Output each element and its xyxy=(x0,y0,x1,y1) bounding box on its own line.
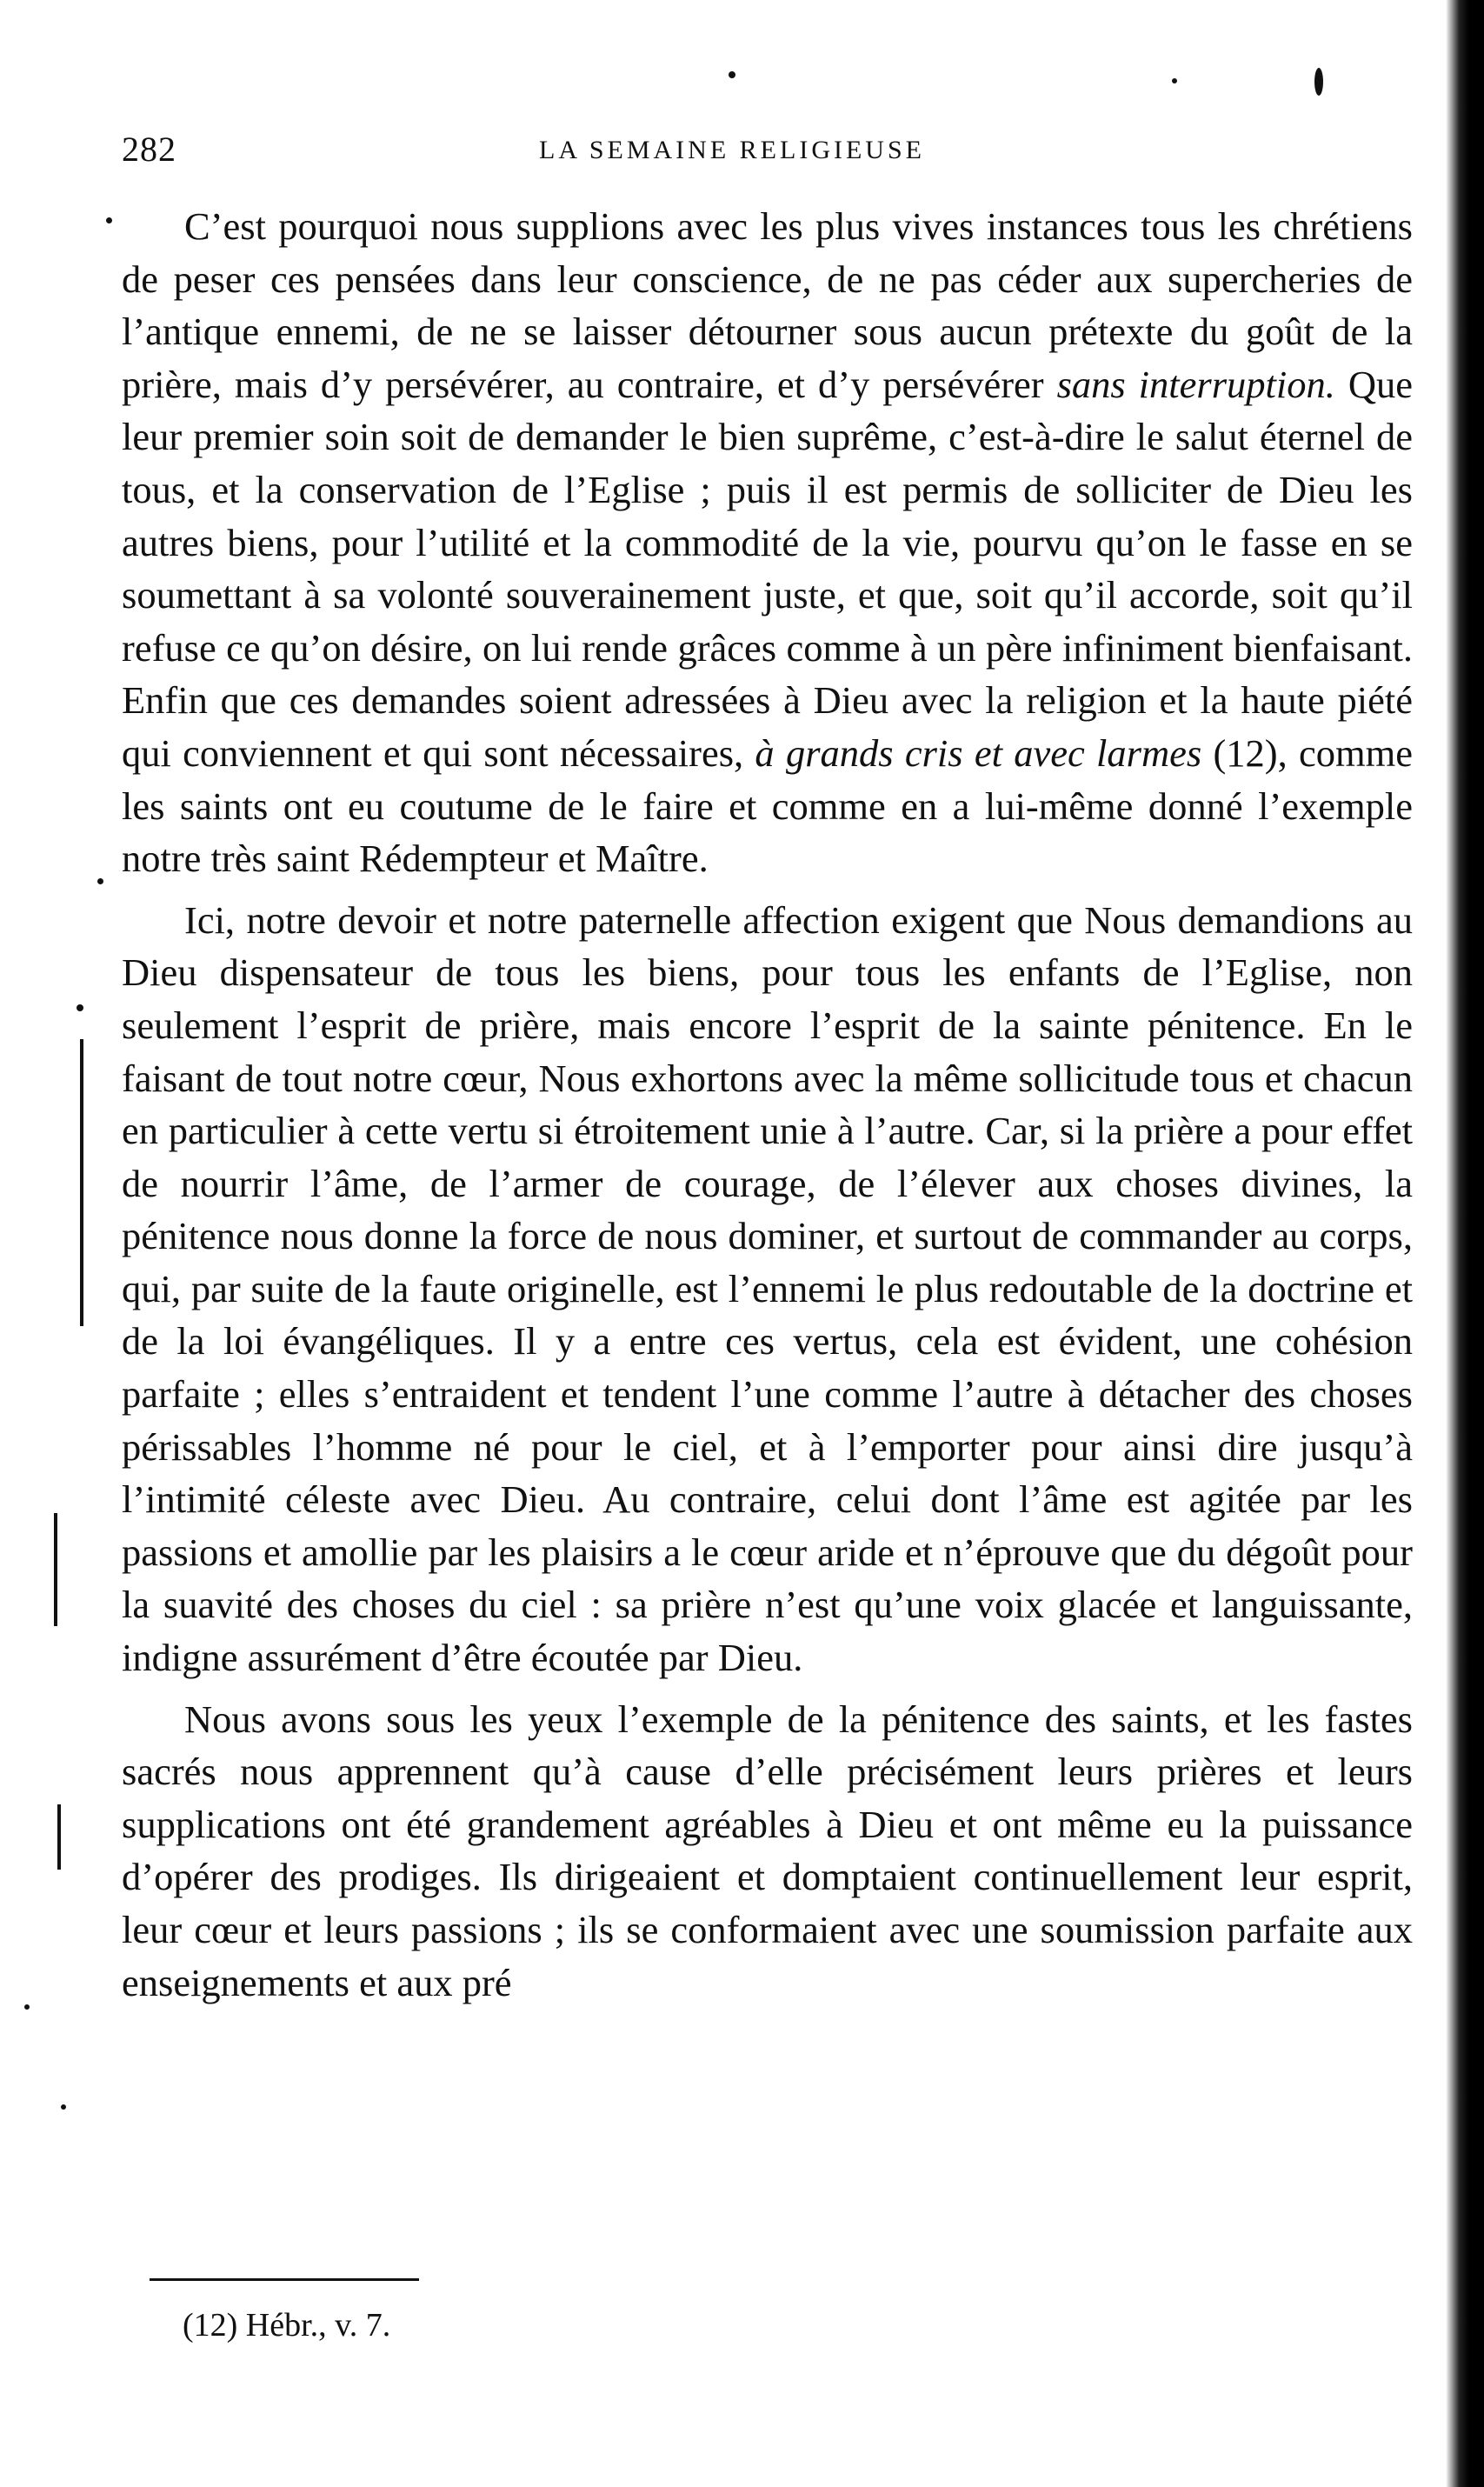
paragraph-1 xyxy=(122,200,1413,885)
binding-shadow xyxy=(1446,0,1484,2487)
margin-pencil-mark xyxy=(80,1039,83,1326)
scan-speck xyxy=(1314,68,1323,96)
margin-pencil-mark xyxy=(57,1804,61,1870)
scan-speck xyxy=(61,2104,66,2110)
running-head xyxy=(122,129,1417,181)
footnote: (12) Hébr., v. 7. xyxy=(183,2307,391,2344)
scan-speck xyxy=(24,2004,30,2010)
paragraph-1-text-a: C’est pourquoi nous supplions avec les plus vives instances tous les chrétiens de peser ces pensées dans leur conscience, de ne pas céder aux supercheries de l’antique ennemi, de ne se laisser détourner sous aucun prétexte du goût de la prière, mais d’y persévérer, au contraire, et d’y persévérer xyxy=(122,204,1413,406)
scan-speck xyxy=(77,1004,83,1011)
paragraph-1-text-b: Que leur premier soin soit de demander le bien suprême, c’est-à-dire le salut éternel de tous, et la conservation de l’Eglise ; puis il est permis de solliciter de Dieu les autres biens, pour l’utilité et la commodité de la vie, pourvu qu’on le fasse en se soumettant à sa volonté souverainement juste, et que, soit qu’il accorde, soit qu’il refuse ce qu’on désire, on lui rende grâces comme à un père infiniment bienfaisant. Enfin que ces demandes soient adressées à Dieu avec la religion et la haute piété qui conviennent et qui sont nécessaires, xyxy=(122,362,1413,775)
body-text xyxy=(122,200,1413,2017)
scan-speck xyxy=(106,217,112,223)
running-title: LA SEMAINE RELIGIEUSE xyxy=(539,136,925,164)
scan-speck xyxy=(97,878,103,884)
footnote-reference: (12) xyxy=(1201,730,1278,775)
page-number: 282 xyxy=(122,130,176,169)
margin-pencil-mark xyxy=(54,1513,57,1626)
paragraph-2: Ici, notre devoir et notre paternelle affection exigent que Nous demandions au Dieu dispensateur de tous les biens, pour tous les enfants de l’Eglise, non seulement l’esprit de prière, mais encore l’esprit de la sainte pénitence. En le faisant de tout notre cœur, Nous exhortons avec la même sollicitude tous et chacun en particulier à cette vertu si étroitement unie à l’autre. Car, si la prière a pour effet de nourrir l’âme, de l’armer de courage, de l’élever aux choses divines, la pénitence nous donne la force de nous dominer, et surtout de commander au corps, qui, par suite de la faute originelle, est l’ennemi le plus redoutable de la doctrine et de la loi évangéliques. Il y a entre ces vertus, cela est évident, une cohésion parfaite ; elles s’entraident et tendent l’une comme l’autre à détacher des choses périssables l’homme né pour le ciel, et à l’emporter pour ainsi dire jusqu’à l’intimité céleste avec Dieu. Au contraire, celui dont l’âme est agitée par les passions et amollie par les plaisirs a le cœur aride et n’éprouve que du dégoût pour la suavité des choses du ciel : sa prière n’est qu’une voix glacée et languissante, indigne assurément d’être écoutée par Dieu. xyxy=(122,897,1413,1680)
scan-speck xyxy=(729,71,735,78)
paragraph-1-text-c: , comme les saints ont eu coutume de le faire et comme en a lui-même donné l’exemple notre très saint Rédempteur et Maître. xyxy=(122,730,1414,881)
paragraph-3: Nous avons sous les yeux l’exemple de la pénitence des saints, et les fastes sacrés nous apprennent qu’à cause d’elle précisément leurs prières et leurs supplications ont été grandement agréables à Dieu et ont même eu la puissance d’opérer des prodiges. Ils dirigeaient et domptaient continuellement leur esprit, leur cœur et leurs passions ; ils se conformaient avec une soumission parfaite aux enseignements et aux pré xyxy=(122,1697,1413,2004)
footnote-rule xyxy=(150,2278,419,2281)
italic-phrase-sans-interruption: sans interruption. xyxy=(1056,362,1335,406)
italic-phrase-grands-cris: à grands cris et avec larmes xyxy=(755,730,1202,775)
scan-speck xyxy=(1172,78,1177,83)
